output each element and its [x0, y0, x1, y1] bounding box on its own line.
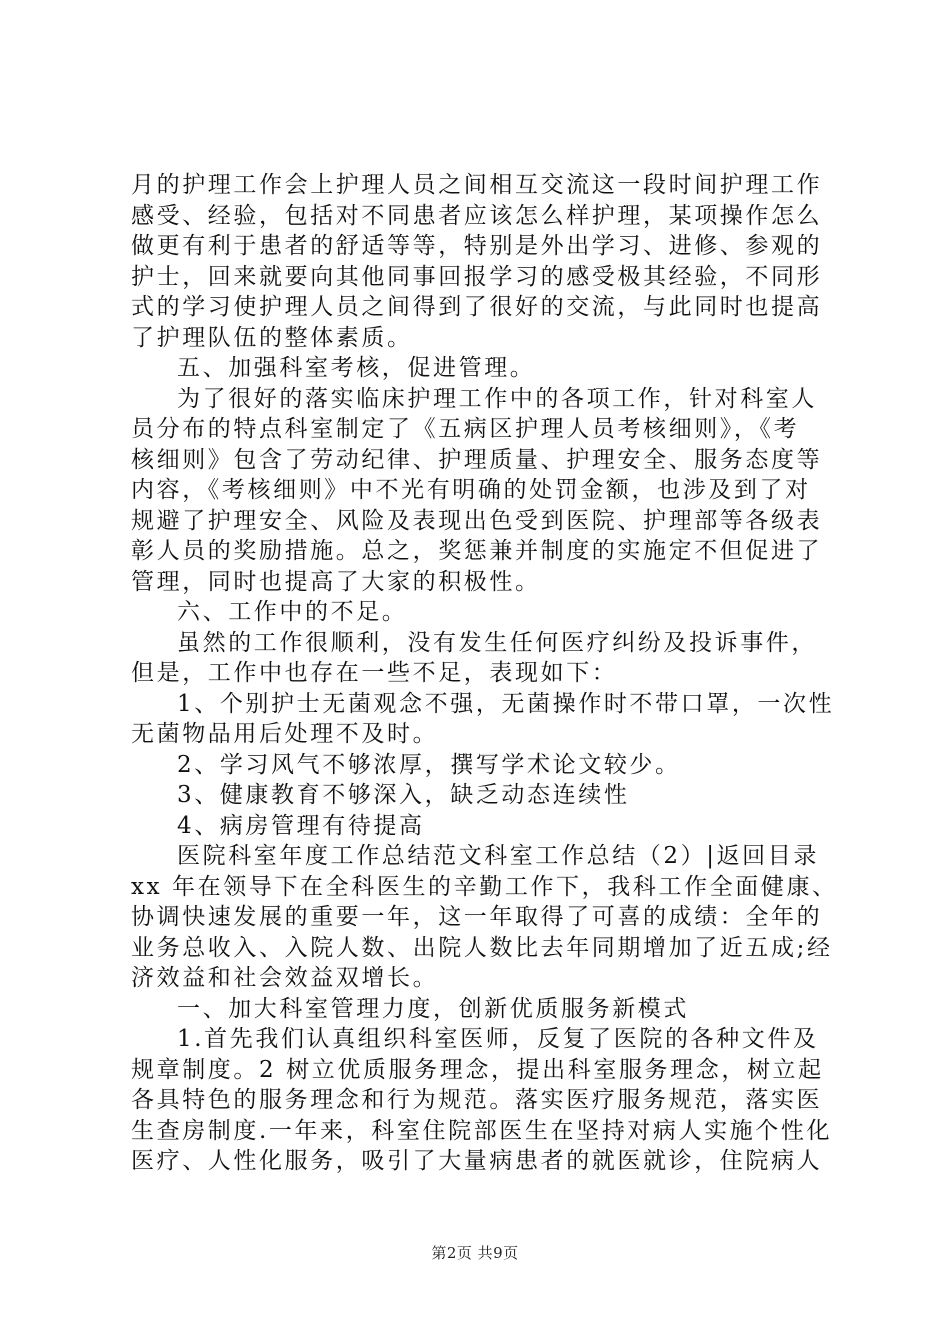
list-item: 4、病房管理有待提高 [177, 812, 425, 839]
page-footer: 第2页 共9页 [431, 1244, 519, 1262]
text-line: 规避了护理安全、风险及表现出色受到医院、护理部等各级表 [131, 507, 823, 534]
text-line: 核细则》包含了劳动纪律、护理质量、护理安全、服务态度等 [131, 446, 823, 473]
text-line: 内容，《考核细则》中不光有明确的处罚金额，也涉及到了对 [131, 477, 811, 503]
text-line: 业务总收入、入院人数、出院人数比去年同期增加了近五成;经 [131, 934, 833, 961]
text-line: 式的学习使护理人员之间得到了很好的交流，与此同时也提高 [131, 294, 823, 320]
text-line: 感受、经验，包括对不同患者应该怎么样护理，某项操作怎么 [131, 202, 823, 229]
text-line: 彰人员的奖励措施。总之，奖惩兼并制度的实施定不但促进了 [131, 538, 823, 564]
text-line: 虽然的工作很顺利，没有发生任何医疗纠纷及投诉事件， [177, 629, 817, 656]
list-item: 3、健康教育不够深入，缺乏动态连续性 [177, 782, 630, 808]
document-body [131, 170, 838, 1177]
text-line: 生查房制度.一年来，科室住院部医生在坚持对病人实施个性化 [131, 1117, 833, 1144]
text-line: 1.首先我们认真组织科室医师，反复了医院的各种文件及 [177, 1026, 819, 1052]
text-line: 无菌物品用后处理不及时。 [131, 721, 439, 747]
section-heading: 五、加强科室考核，促进管理。 [177, 355, 536, 381]
text-line: 但是，工作中也存在一些不足，表现如下： [131, 660, 618, 686]
list-item: 1、个别护士无菌观念不强，无菌操作时不带口罩，一次性 [177, 690, 835, 717]
list-item: 2、学习风气不够浓厚，撰写学术论文较少。 [177, 751, 681, 778]
text-line: 为了很好的落实临床护理工作中的各项工作，针对科室人 [177, 385, 817, 412]
text-line: 护士，回来就要向其他同事回报学习的感受极其经验，不同形 [131, 263, 823, 290]
text-line: 济效益和社会效益双增长。 [131, 965, 439, 991]
text-line: 了护理队伍的整体素质。 [131, 324, 413, 351]
text-line: 管理，同时也提高了大家的积极性。 [131, 568, 541, 595]
text-line: 协调快速发展的重要一年，这一年取得了可喜的成绩：全年的 [131, 904, 823, 930]
section-heading: 六、工作中的不足。 [177, 599, 408, 625]
text-line: 医疗、人性化服务，吸引了大量病患者的就医就诊，住院病人 [131, 1148, 823, 1174]
text-line: 规章制度。2 树立优质服务理念，提出科室服务理念，树立起 [131, 1056, 824, 1083]
section-heading: 一、加大科室管理力度，创新优质服务新模式 [177, 995, 689, 1022]
text-line: 月的护理工作会上护理人员之间相互交流这一段时间护理工作 [131, 172, 823, 198]
text-line: 员分布的特点科室制定了《五病区护理人员考核细则》，《考 [131, 416, 800, 442]
section-title: 医院科室年度工作总结范文科室工作总结（2）|返回目录 [177, 843, 819, 869]
text-line: 做更有利于患者的舒适等等，特别是外出学习、进修、参观的 [131, 233, 823, 259]
text-line: xx 年在领导下在全科医生的辛勤工作下，我科工作全面健康、 [131, 873, 838, 900]
text-line: 各具特色的服务理念和行为规范。落实医疗服务规范，落实医 [131, 1087, 823, 1113]
